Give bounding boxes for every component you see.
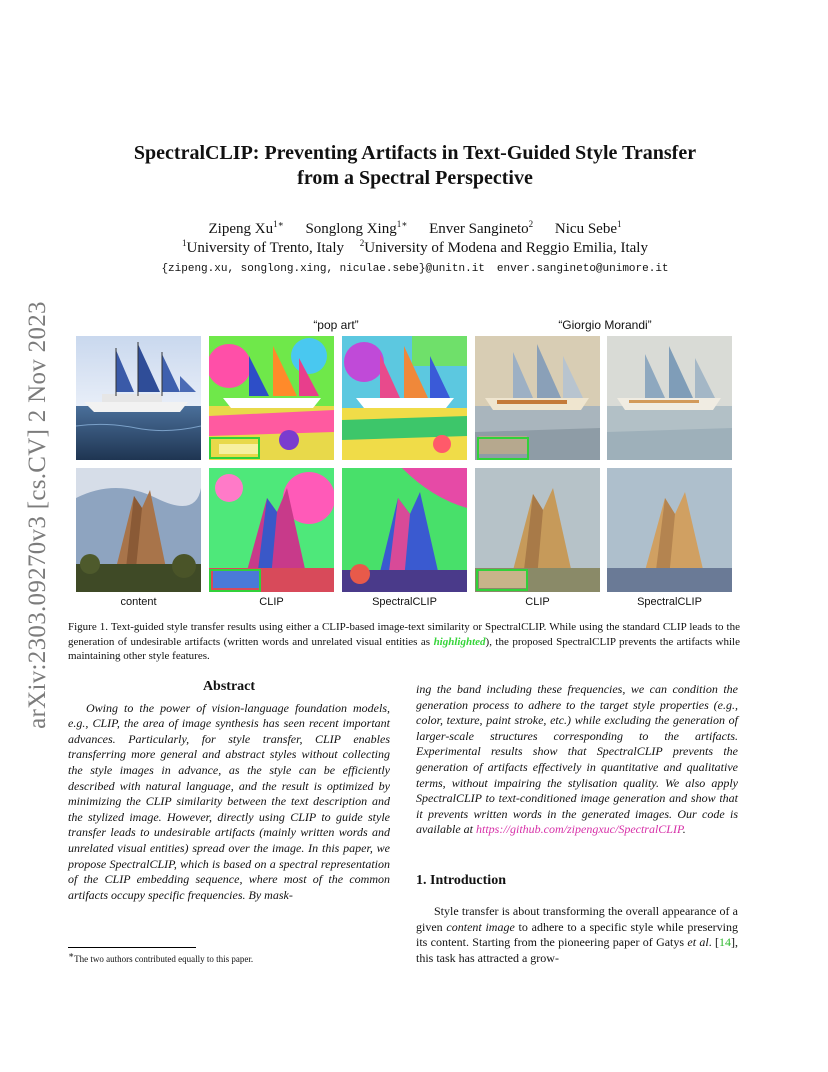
author: Zipeng $Xu^{1∗}$ [208,219,284,237]
artifact-highlight [209,569,261,592]
citation-link[interactable]: 14 [719,935,731,950]
artifact-highlight [476,569,528,591]
abstract-continued: ing the band including these frequencies, we can condition the generation process to adhere to the target style properties (e.g., color, texture, paint stroke, etc.) while excluding the generation of larger-scale structures corresponding to the artifacts. Experimental results show that SpectralCLIP prevents the generation of artifacts effectively in quantitative and qualitative terms, without impairing the stylisation quality. We also apply SpectralCLIP to text-conditioned image generation and show that it prevents written words in the generated images. Our code is available at https://github.com/zipengxuc/SpectralCLIP. [416,682,738,837]
arxiv-stamp: arXiv:2303.09270v3 [cs.CV] 2 Nov 2023 [24,301,51,729]
label-clip: CLIP [525,596,550,608]
paper-title: SpectralCLIP: Preventing Artifacts in Text-Guided Style Transfer from a Spectral Perspective [133,142,697,189]
footnote-rule [68,947,196,948]
image-content-ship [76,336,201,460]
prompt-morandi: “Giorgio Morandi” [558,318,652,332]
footnote: ∗The two authors contributed equally to this paper. [68,950,254,964]
figure-caption: Figure 1. Text-guided style transfer results using either a CLIP-based image-text similarity or SpectralCLIP. While using the standard CLIP leads to the generation of undesirable artifacts (written words and unrelated visual entities as highlighted), the proposed SpectralCLIP prevents the artifacts while maintaining other style features. [68,621,740,662]
author: Nicu Sebe$^1$ [554,219,622,237]
affiliations: $^1$University of Trento, Italy $^2$University of Modena and Reggio Emilia, Italy [182,238,648,256]
image-spectralclip-popart-ship [342,336,467,460]
artifact-highlight [477,437,529,460]
emails: {zipeng.xu, songlong.xing, niculae.sebe}@unitn.it enver.sangineto@unimore.it [161,263,669,275]
author: Songlong Xing$^{1∗}$ [305,219,408,237]
author-list [80,219,750,239]
abstract-section [68,679,390,903]
image-spectralclip-morandi-rock [607,468,732,592]
image-spectralclip-morandi-ship [607,336,732,460]
intro-heading: 1. Introduction [416,873,506,888]
artifact-highlight [209,437,260,459]
abstract-heading: Abstract [202,679,256,694]
author: Enver Sangineto$^2$ [429,219,534,237]
prompt-pop-art: “pop art” [313,318,359,332]
code-link[interactable]: https://github.com/zipengxuc/SpectralCLIP [476,822,683,837]
label-clip: CLIP [259,596,284,608]
image-content-rock [76,468,201,592]
label-content: content [120,596,157,608]
intro-body: Style transfer is about transforming the overall appearance of a given content image to adhere to a specific style while preserving its content. Starting from the pioneering paper of Gatys et al. [14], this task has attracted a grow- [416,904,738,965]
abstract-body: Owing to the power of vision-language foundation models, e.g., CLIP, the area of image synthesis has seen recent important advances. Particularly, for style transfer, CLIP enables transferring more general and abstract styles without collecting the style images in advance, as the style can be efficiently described with natural language, and the result is optimized by minimizing the CLIP similarity between the text description and the stylized image. However, directly using CLIP to guide style transfer leads to undesirable artifacts (mainly written words and unrelated visual entities) spread over the image. In this paper, we propose SpectralCLIP, which is based on a spectral representation of the CLIP embedding sequence, where most of the common artifacts occupy specific frequencies. By mask- [68,700,390,902]
label-spectralclip: SpectralCLIP [372,596,437,608]
label-spectralclip: SpectralCLIP [637,596,702,608]
image-spectralclip-popart-rock [342,468,467,592]
